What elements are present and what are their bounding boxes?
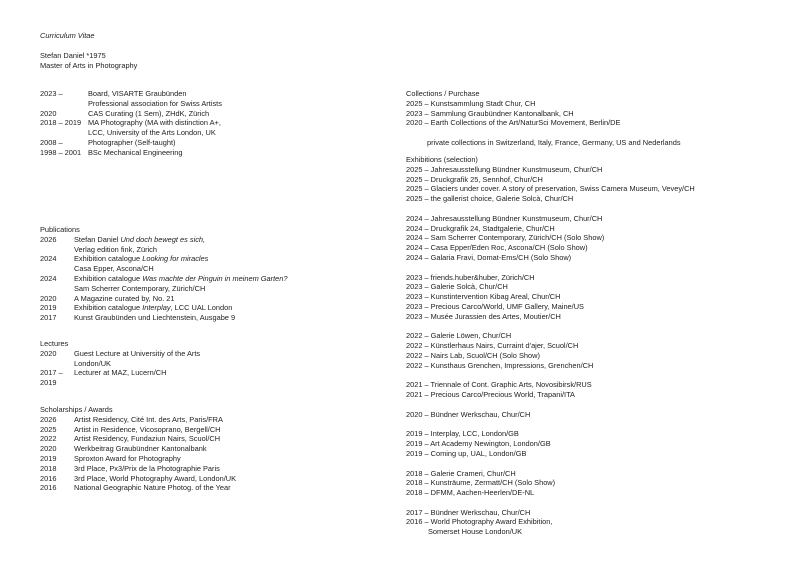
entry-line: Sam Scherrer Contemporary, Zürich/CH — [74, 283, 206, 293]
publication-entry — [40, 313, 288, 323]
entry-text — [74, 368, 166, 378]
exhibition-entry: 2020 – Bündner Werkschau, Chur/CH — [406, 409, 531, 419]
entry-year: 1998 – 2001 — [40, 147, 82, 157]
entry-year: 2017 – — [40, 368, 63, 378]
publication-entry — [40, 303, 288, 313]
exhibition-entry: 2018 – Kunsträume, Zermatt/CH (Solo Show) — [406, 478, 556, 488]
group-spacer — [406, 322, 695, 332]
entry-year: 2024 — [40, 273, 57, 283]
entry-text — [88, 138, 176, 148]
entry-line: Professional association for Swiss Artists — [88, 98, 222, 108]
exhibition-entry: Somerset House London/UK — [428, 527, 523, 537]
scholarships-section — [40, 405, 236, 493]
exhibitions-section — [406, 155, 695, 537]
entry-text — [74, 274, 288, 294]
publication-entry — [40, 294, 288, 304]
entry-text-part: Exhibition catalogue — [74, 254, 143, 264]
award-entry — [40, 483, 236, 493]
publications-section — [40, 225, 288, 323]
entry-line — [74, 313, 235, 323]
award-entry — [40, 444, 236, 454]
award-entry — [40, 474, 236, 484]
exhibition-entry: 2024 – Casa Epper/Eden Roc, Ascona/CH (Solo Show) — [406, 243, 588, 253]
entry-year: 2020 — [40, 444, 57, 454]
education-section — [40, 89, 222, 158]
exhibition-entry: 2025 – the gallerist choice, Galerie Solcà, Chur/CH — [406, 194, 574, 204]
entry-text — [74, 349, 200, 369]
entry-year: 2019 — [40, 303, 57, 313]
entry-text — [74, 294, 175, 304]
entry-year: 2018 — [40, 463, 57, 473]
entry-year: 2022 — [40, 434, 57, 444]
entry-line: Photographer (Self-taught) — [88, 137, 176, 147]
lecture-entry — [40, 349, 200, 369]
lecture-entry — [40, 378, 200, 388]
publication-entry — [40, 274, 288, 294]
exhibition-entry: 2022 – Kunsthaus Grenchen, Impressions, Grenchen/CH — [406, 360, 594, 370]
education-entry — [40, 89, 222, 109]
exhibition-entry: 2019 – Interplay, LCC, London/GB — [406, 429, 519, 439]
entry-line — [74, 254, 208, 264]
group-spacer — [406, 263, 695, 273]
entry-text — [88, 148, 183, 158]
entry-year: 2020 — [40, 108, 57, 118]
exhibitions-heading: Exhibitions (selection) — [406, 155, 478, 164]
entry-line — [74, 294, 175, 304]
entry-year: 2008 – — [40, 137, 63, 147]
group-spacer — [406, 371, 695, 381]
entry-year: 2020 — [40, 348, 57, 358]
entry-text-part: Kunst Graubünden und Liechtenstein, Ausgabe 9 — [74, 313, 236, 323]
entry-text: National Geographic Nature Photog. of the Year — [74, 483, 231, 493]
exhibition-entry: 2018 – DFMM, Aachen-Heerlen/DE-NL — [406, 488, 535, 498]
exhibition-entry: 2017 – Bündner Werkschau, Chur/CH — [406, 507, 531, 517]
education-entry — [40, 138, 222, 148]
education-entry — [40, 118, 222, 138]
publication-entry — [40, 235, 288, 255]
entry-text — [74, 254, 208, 274]
scholarships-heading: Scholarships / Awards — [40, 405, 113, 414]
artist-name: Stefan Daniel *1975 — [40, 51, 106, 60]
entry-year: 2023 – — [40, 89, 63, 98]
entry-text: 3rd Place, World Photography Award, London/UK — [74, 473, 237, 483]
exhibition-entry: 2018 – Galerie Crameri, Chur/CH — [406, 468, 516, 478]
collections-section — [406, 89, 681, 148]
lectures-section — [40, 339, 200, 388]
entry-year: 2024 — [40, 254, 57, 264]
exhibition-entry: 2024 – Sam Scherrer Contemporary, Zürich/CH (Solo Show) — [406, 233, 605, 243]
entry-line — [74, 303, 232, 313]
entry-line: MA Photography (MA with distinction A+, — [88, 118, 221, 128]
entry-title-italic: Interplay — [142, 303, 171, 313]
exhibition-entry: 2019 – Art Academy Newington, London/GB — [406, 439, 551, 449]
exhibition-entry: 2023 – Musée Jurassien des Artes, Moutier/CH — [406, 311, 561, 321]
entry-text: Artist Residency, Fundaziun Nairs, Scuol/CH — [74, 434, 221, 444]
collection-entry: 2025 – Kunstsammlung Stadt Chur, CH — [406, 98, 536, 108]
exhibition-entry: 2023 – Precious Carco/World, UMF Gallery, Maine/US — [406, 301, 584, 311]
entry-text: 3rd Place, Px3/Prix de la Photographie Paris — [74, 463, 220, 473]
document-title: Curriculum Vitae — [40, 31, 95, 40]
lectures-heading: Lectures — [40, 339, 69, 348]
exhibition-entry: 2023 – friends.huber&huber, Zürich/CH — [406, 272, 535, 282]
entry-year: 2020 — [40, 293, 57, 303]
entry-line: Verlag edition fink, Zürich — [74, 244, 157, 254]
entry-year: 2026 — [40, 234, 57, 244]
award-entry — [40, 434, 236, 444]
group-spacer — [406, 420, 695, 430]
entry-text: Werkbeitrag Graubündner Kantonalbank — [74, 444, 207, 454]
entry-year: 2016 — [40, 483, 57, 493]
entry-line: LCC, University of the Arts London, UK — [88, 128, 216, 138]
exhibition-entry: 2021 – Triennale of Cont. Graphic Arts, Novosibirsk/RUS — [406, 380, 592, 390]
entry-text: Artist Residency, Cité Int. des Arts, Paris/FRA — [74, 414, 223, 424]
entry-text — [88, 109, 209, 119]
entry-title-italic: Und doch bewegt es sich, — [120, 234, 206, 244]
group-spacer — [406, 204, 695, 214]
entry-year: 2016 — [40, 473, 57, 483]
entry-year: 2017 — [40, 313, 57, 323]
exhibition-entry: 2022 – Künstlerhaus Nairs, Curraint d'ajer, Scuol/CH — [406, 341, 579, 351]
publication-entry — [40, 254, 288, 274]
entry-text — [88, 118, 221, 138]
award-entry — [40, 425, 236, 435]
exhibition-entry: 2022 – Galerie Löwen, Chur/CH — [406, 331, 512, 341]
entry-text: Artist in Residence, Vicosoprano, Bergell/CH — [74, 424, 221, 434]
entry-text-part: Exhibition catalogue — [74, 303, 143, 313]
exhibition-entry: 2025 – Druckgrafik 25, Sennhof, Chur/CH — [406, 174, 543, 184]
entry-year: 2025 — [40, 424, 57, 434]
publications-heading: Publications — [40, 225, 80, 234]
exhibition-entry: 2023 – Galerie Solcà, Chur/CH — [406, 282, 508, 292]
award-entry — [40, 415, 236, 425]
entry-text-part: A Magazine curated by, No. 21 — [74, 293, 175, 303]
entry-line — [74, 274, 288, 284]
collections-heading: Collections / Purchase — [406, 89, 480, 98]
entry-line: Guest Lecture at Universitiy of the Arts — [74, 348, 201, 358]
exhibition-entry: 2025 – Jahresausstellung Bündner Kunstmuseum, Chur/CH — [406, 164, 603, 174]
entry-text — [88, 89, 222, 109]
education-entry — [40, 148, 222, 158]
exhibition-entry: 2025 – Glaciers under cover. A story of preservation, Swiss Camera Museum, Vevey/CH — [406, 184, 695, 194]
award-entry — [40, 464, 236, 474]
entry-line: Board, VISARTE Graubünden — [88, 89, 187, 98]
entry-text — [74, 235, 205, 255]
header-block — [40, 51, 137, 71]
entry-year: 2018 – 2019 — [40, 118, 82, 128]
entry-line — [74, 235, 205, 245]
exhibition-entry: 2024 – Jahresausstellung Bündner Kunstmuseum, Chur/CH — [406, 213, 603, 223]
exhibition-entry: 2023 – Kunstintervention Kibag Areal, Chur/CH — [406, 292, 561, 302]
group-spacer — [406, 459, 695, 469]
exhibition-entry: 2016 – World Photography Award Exhibition, — [406, 517, 553, 527]
exhibition-entry: 2022 – Nairs Lab, Scuol/CH (Solo Show) — [406, 350, 540, 360]
exhibition-entry: 2021 – Precious Carco/Precious World, Trapani/ITA — [406, 390, 575, 400]
lecture-entry — [40, 368, 200, 378]
artist-degree: Master of Arts in Photography — [40, 60, 138, 70]
entry-line: BSc Mechanical Engineering — [88, 147, 183, 157]
group-spacer — [406, 498, 695, 508]
entry-title-italic: Looking for miracles — [142, 254, 209, 264]
award-entry — [40, 454, 236, 464]
collection-entry: 2020 – Earth Collections of the Art/NaturSci Movement, Berlin/DE — [406, 118, 621, 128]
entry-text-part: Stefan Daniel — [74, 234, 121, 244]
entry-line: CAS Curating (1 Sem), ZHdK, Zürich — [88, 108, 210, 118]
entry-year: 2019 — [40, 453, 57, 463]
entry-line: London/UK — [74, 358, 111, 368]
exhibition-entry: 2024 – Galaria Fravi, Domat-Ems/CH (Solo Show) — [406, 252, 572, 262]
education-entry — [40, 109, 222, 119]
group-spacer — [406, 400, 695, 410]
entry-text-part: Exhibition catalogue — [74, 273, 143, 283]
entry-text: Sproxton Award for Photography — [74, 453, 181, 463]
exhibition-entry: 2019 – Coming up, UAL, London/GB — [406, 448, 527, 458]
entry-text — [74, 303, 232, 313]
private-collections-note: private collections in Switzerland, Italy, France, Germany, US and Nederlands — [427, 137, 681, 147]
entry-text — [74, 313, 235, 323]
collection-entry: 2023 – Sammlung Graubündner Kantonalbank, CH — [406, 108, 574, 118]
entry-title-italic: Was machte der Pinguin in meinem Garten? — [142, 273, 288, 283]
entry-year: 2019 — [40, 378, 57, 388]
exhibition-entry: 2024 – Druckgrafik 24, Stadtgalerie, Chur/CH — [406, 223, 555, 233]
entry-line: Lecturer at MAZ, Lucern/CH — [74, 368, 167, 378]
entry-line: Casa Epper, Ascona/CH — [74, 264, 154, 274]
entry-text-part: , LCC UAL London — [170, 303, 233, 313]
entry-year: 2026 — [40, 414, 57, 424]
